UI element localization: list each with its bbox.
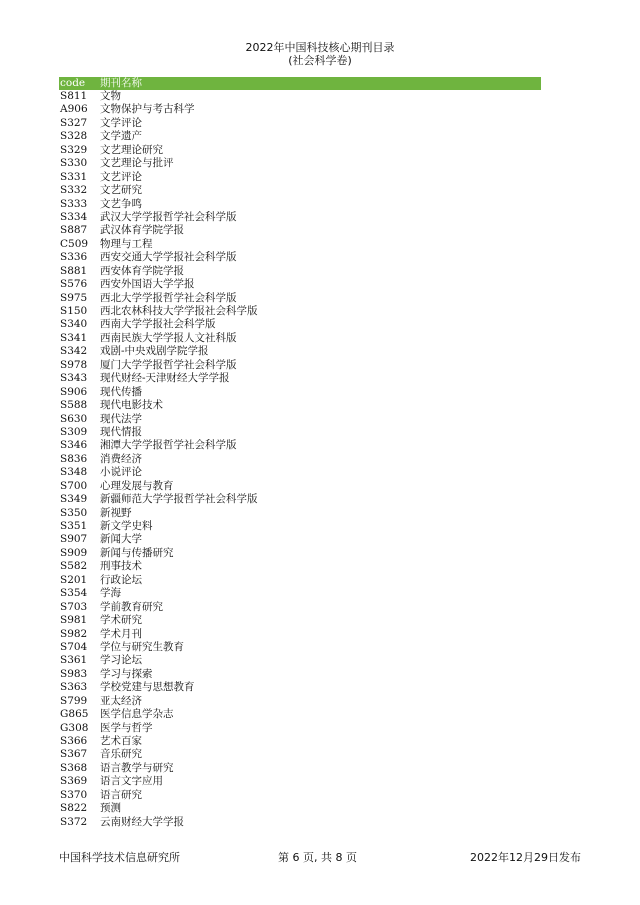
journal-code: S336: [60, 251, 88, 264]
journal-name: 文物: [100, 90, 121, 102]
table-row: [59, 399, 541, 412]
journal-name: 现代传播: [100, 385, 142, 398]
journal-name: 武汉大学学报哲学社会科学版: [100, 210, 237, 223]
journal-code: S907: [60, 533, 88, 546]
title-line-1: 2022年中国科技核心期刊目录: [245, 41, 395, 54]
journal-name: 西安体育学院学报: [100, 264, 184, 277]
footer-date: 2022年12月29日发布: [470, 851, 581, 864]
table-row: [59, 359, 541, 372]
journal-code: S363: [60, 681, 88, 694]
journal-code: S333: [60, 197, 88, 210]
table-row: [59, 466, 541, 479]
document-title: [0, 41, 640, 67]
journal-name: 文艺争鸣: [100, 197, 142, 210]
table-row: [59, 372, 541, 385]
journal-code: S329: [60, 143, 88, 156]
journal-name: 新疆师范大学学报哲学社会科学版: [100, 493, 258, 506]
journal-table: [59, 77, 541, 829]
journal-name: 文学评论: [100, 116, 142, 129]
journal-name: 厦门大学学报哲学社会科学版: [100, 358, 237, 371]
table-row: [59, 117, 541, 130]
journal-name: 文学遗产: [100, 130, 142, 143]
journal-name: 文艺理论研究: [100, 143, 163, 156]
journal-name: 学海: [100, 587, 121, 600]
journal-code: S369: [60, 775, 88, 788]
table-row: [59, 265, 541, 278]
journal-code: S346: [60, 439, 88, 452]
journal-name: 消费经济: [100, 452, 142, 465]
journal-name: 亚太经济: [100, 694, 142, 707]
journal-code: S334: [60, 210, 88, 223]
journal-code: S367: [60, 748, 88, 761]
journal-name: 预测: [100, 802, 121, 815]
journal-code: S354: [60, 587, 88, 600]
journal-name: 学习论坛: [100, 654, 142, 667]
table-row: [59, 507, 541, 520]
journal-code: S370: [60, 788, 88, 801]
table-row: [59, 157, 541, 170]
journal-code: S341: [60, 331, 88, 344]
table-row: [59, 748, 541, 761]
table-row: [59, 318, 541, 331]
journal-name: 医学与哲学: [100, 721, 153, 734]
table-row: [59, 345, 541, 358]
journal-code: S981: [60, 614, 88, 627]
table-row: [59, 184, 541, 197]
journal-name: 小说评论: [100, 466, 142, 479]
journal-name: 文艺评论: [100, 170, 142, 183]
journal-code: S331: [60, 170, 88, 183]
journal-name: 西北农林科技大学学报社会科学版: [100, 305, 258, 317]
table-row: [59, 130, 541, 143]
journal-code: S348: [60, 466, 88, 479]
journal-code: S368: [60, 761, 88, 774]
journal-name: 学前教育研究: [100, 600, 163, 613]
table-row: [59, 735, 541, 748]
journal-code: S881: [60, 264, 88, 277]
table-row: [59, 722, 541, 735]
header-name: 期刊名称: [100, 77, 142, 89]
journal-code: G308: [60, 721, 89, 734]
table-row: [59, 708, 541, 721]
journal-name: 西北大学学报哲学社会科学版: [100, 291, 237, 304]
journal-name: 语言文字应用: [100, 775, 163, 788]
journal-name: 现代财经-天津财经大学学报: [100, 372, 230, 385]
table-row: [59, 762, 541, 775]
table-row: [59, 90, 541, 103]
journal-code: S342: [60, 345, 88, 358]
journal-name: 西安交通大学学报社会科学版: [100, 251, 237, 264]
journal-name: 新视野: [100, 506, 132, 519]
journal-code: S343: [60, 372, 88, 385]
journal-code: S150: [60, 305, 88, 317]
journal-code: S975: [60, 291, 88, 304]
journal-code: S983: [60, 667, 88, 680]
journal-name: 学术月刊: [100, 627, 142, 640]
table-row: [59, 453, 541, 466]
journal-code: S799: [60, 694, 88, 707]
table-row: [59, 520, 541, 533]
table-row: [59, 628, 541, 641]
journal-code: S340: [60, 318, 88, 331]
table-row: [59, 292, 541, 305]
table-row: [59, 574, 541, 587]
journal-name: 现代电影技术: [100, 399, 163, 412]
table-row: [59, 681, 541, 694]
title-line-2: (社会科学卷): [288, 54, 352, 67]
table-row: [59, 439, 541, 452]
journal-code: S703: [60, 600, 88, 613]
journal-name: 艺术百家: [100, 735, 142, 747]
table-row: [59, 668, 541, 681]
journal-name: 文艺理论与批评: [100, 157, 174, 170]
footer-page-number: 第 6 页, 共 8 页: [278, 851, 357, 864]
journal-code: S349: [60, 493, 88, 506]
table-row: [59, 802, 541, 815]
table-row: [59, 238, 541, 251]
journal-name: 心理发展与教育: [100, 479, 174, 492]
journal-code: S576: [60, 278, 88, 291]
journal-name: 音乐研究: [100, 748, 142, 761]
table-row: [59, 332, 541, 345]
journal-name: 学位与研究生教育: [100, 640, 184, 653]
footer-org: 中国科学技术信息研究所: [59, 851, 180, 864]
table-row: [59, 278, 541, 291]
journal-name: 现代情报: [100, 425, 142, 438]
journal-name: 学术研究: [100, 614, 142, 627]
table-row: [59, 547, 541, 560]
table-row: [59, 775, 541, 788]
table-row: [59, 224, 541, 237]
journal-name: 医学信息学杂志: [100, 708, 174, 721]
journal-code: G865: [60, 708, 89, 721]
journal-name: 新闻与传播研究: [100, 546, 174, 559]
table-row: [59, 103, 541, 116]
journal-code: S582: [60, 560, 88, 573]
table-row: [59, 305, 541, 318]
journal-code: S366: [60, 735, 88, 747]
journal-code: S201: [60, 573, 88, 586]
journal-name: 西南民族大学学报人文社科版: [100, 331, 237, 344]
table-row: [59, 251, 541, 264]
table-row: [59, 641, 541, 654]
table-header: [59, 77, 541, 90]
journal-name: 西安外国语大学学报: [100, 278, 195, 291]
journal-code: S982: [60, 627, 88, 640]
table-row: [59, 211, 541, 224]
table-row: [59, 587, 541, 600]
table-row: [59, 171, 541, 184]
table-row: [59, 386, 541, 399]
journal-name: 文艺研究: [100, 184, 142, 197]
journal-name: 新文学史料: [100, 520, 153, 532]
journal-code: S630: [60, 412, 88, 425]
journal-name: 学习与探索: [100, 667, 153, 680]
table-row: [59, 426, 541, 439]
table-row: [59, 614, 541, 627]
table-row: [59, 654, 541, 667]
journal-name: 云南财经大学学报: [100, 815, 184, 828]
journal-name: 新闻大学: [100, 533, 142, 546]
journal-code: S332: [60, 184, 88, 197]
journal-code: S330: [60, 157, 88, 170]
journal-name: 现代法学: [100, 412, 142, 425]
table-row: [59, 533, 541, 546]
journal-name: 语言教学与研究: [100, 761, 174, 774]
table-row: [59, 601, 541, 614]
journal-name: 刑事技术: [100, 560, 142, 573]
journal-code: S309: [60, 425, 88, 438]
journal-name: 武汉体育学院学报: [100, 224, 184, 237]
table-row: [59, 198, 541, 211]
journal-code: S978: [60, 358, 88, 371]
table-row: [59, 493, 541, 506]
table-row: [59, 144, 541, 157]
journal-code: S351: [60, 520, 88, 532]
journal-code: S372: [60, 815, 88, 828]
journal-code: S361: [60, 654, 88, 667]
journal-name: 西南大学学报社会科学版: [100, 318, 216, 331]
table-body: [59, 90, 541, 829]
journal-code: S906: [60, 385, 88, 398]
journal-name: 文物保护与考古科学: [100, 103, 195, 116]
table-row: [59, 413, 541, 426]
table-row: [59, 480, 541, 493]
journal-code: S350: [60, 506, 88, 519]
journal-code: S811: [60, 90, 88, 102]
journal-code: S909: [60, 546, 88, 559]
journal-code: S700: [60, 479, 88, 492]
journal-code: C509: [60, 237, 89, 250]
journal-code: S836: [60, 452, 88, 465]
journal-code: A906: [60, 103, 88, 116]
table-row: [59, 789, 541, 802]
journal-code: S887: [60, 224, 88, 237]
journal-name: 物理与工程: [100, 237, 153, 250]
header-code: code: [60, 77, 86, 89]
journal-name: 行政论坛: [100, 573, 142, 586]
table-row: [59, 816, 541, 829]
journal-name: 戏剧-中央戏剧学院学报: [100, 345, 209, 358]
journal-name: 学校党建与思想教育: [100, 681, 195, 694]
table-row: [59, 695, 541, 708]
journal-code: S327: [60, 116, 88, 129]
journal-name: 湘潭大学学报哲学社会科学版: [100, 439, 237, 452]
journal-code: S588: [60, 399, 88, 412]
journal-code: S704: [60, 640, 88, 653]
table-row: [59, 560, 541, 573]
journal-code: S822: [60, 802, 88, 815]
journal-code: S328: [60, 130, 88, 143]
journal-name: 语言研究: [100, 788, 142, 801]
